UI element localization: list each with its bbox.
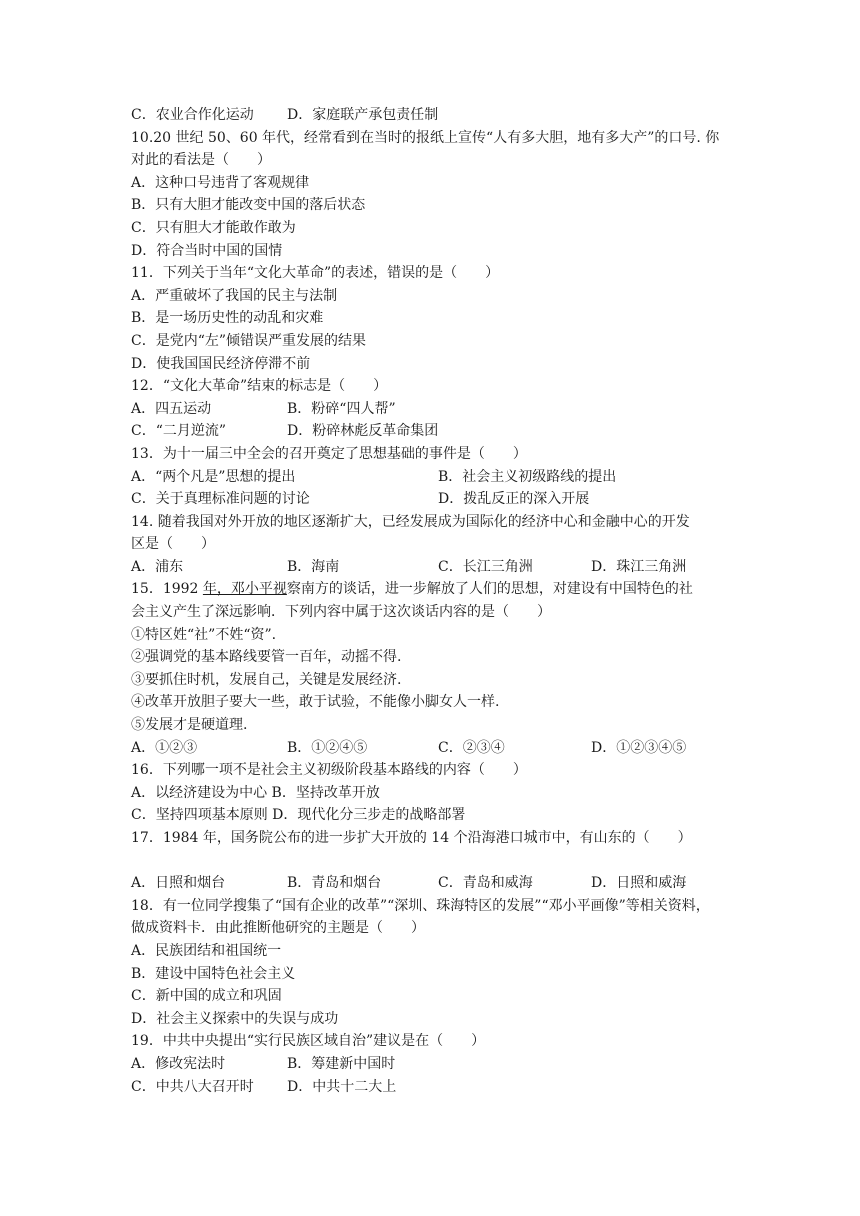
text-line: D．使我国国民经济停滞不前 — [131, 355, 311, 372]
option-text: C．关于真理标准问题的讨论 — [131, 491, 310, 508]
option-text: A．日照和烟台 — [131, 875, 226, 892]
text-line: D．符合当时中国的国情 — [131, 242, 283, 259]
option-text: C．长江三角洲 — [438, 558, 533, 575]
option-text: B．筹建新中国时 — [287, 1055, 396, 1072]
options-row — [131, 556, 735, 579]
option-text: D．①②③④⑤ — [591, 739, 687, 756]
text-line: ①特区姓“社”不姓“资”. — [131, 626, 277, 643]
option-text: B．海南 — [287, 558, 340, 575]
text-line: B．建设中国特色社会主义 — [131, 965, 296, 982]
options-row — [131, 1053, 735, 1076]
option-text: D．拨乱反正的深入开展 — [438, 491, 590, 508]
text-line: 14. 随着我国对外开放的地区逐渐扩大，已经发展成为国际化的经济中心和金融中心的开发 — [131, 513, 690, 530]
option-text: D．珠江三角洲 — [591, 558, 687, 575]
option-text: A．修改宪法时 — [131, 1055, 226, 1072]
text-line: 16．下列哪一项不是社会主义初级阶段基本路线的内容（ ） — [131, 762, 527, 779]
text-segment: 15．1992 — [131, 581, 203, 598]
text-line: B．只有大胆才能改变中国的落后状态 — [131, 197, 366, 214]
option-text: C．“二月逆流” — [131, 423, 227, 440]
text-line: 13．为十一届三中全会的召开奠定了思想基础的事件是（ ） — [131, 445, 527, 462]
option-text: D．中共十二大上 — [287, 1078, 397, 1095]
options-row — [131, 872, 735, 895]
option-text: D．家庭联产承包责任制 — [287, 107, 439, 123]
option-text: B．①②④⑤ — [287, 739, 368, 756]
options-row — [131, 737, 735, 760]
option-text: B．青岛和烟台 — [287, 875, 382, 892]
options-row — [131, 466, 735, 489]
options-row — [131, 398, 735, 421]
text-line: 区是（ ） — [131, 536, 215, 553]
option-text: A．四五运动 — [131, 400, 212, 417]
option-text: C．青岛和威海 — [438, 875, 533, 892]
options-row — [131, 104, 735, 127]
option-text: A．浦东 — [131, 558, 184, 575]
text-line: D．社会主义探索中的失误与成功 — [131, 1010, 339, 1027]
option-text: C．农业合作化运动 — [131, 107, 254, 123]
blank-line — [131, 850, 735, 873]
text-line: C．是党内“左”倾错误严重发展的结果 — [131, 332, 367, 349]
text-line: 11．下列关于当年“文化大革命”的表述，错误的是（ ） — [131, 265, 500, 282]
option-text: B．粉碎“四人帮” — [287, 400, 396, 417]
text-line: A．民族团结和祖国统一 — [131, 942, 282, 959]
text-line: ②强调党的基本路线要管一百年，动摇不得. — [131, 649, 402, 666]
text-line: 19．中共中央提出“实行民族区域自治”建议是在（ ） — [131, 1033, 486, 1050]
option-text: D．日照和威海 — [591, 875, 687, 892]
text-line: ④改革开放胆子要大一些，敢于试验，不能像小脚女人一样. — [131, 694, 500, 711]
text-segment: 察南方的谈话，进一步解放了人们的思想，对建设有中国特色的社 — [286, 581, 693, 598]
underlined-text: 年，邓小平视 — [202, 581, 287, 598]
text-line: 10.20 世纪 50、60 年代，经常看到在当时的报纸上宣传“人有多大胆，地有多大产”的口号. 你 — [131, 129, 720, 146]
text-line: C．坚持四项基本原则 D．现代化分三步走的战略部署 — [131, 807, 466, 824]
options-row — [131, 420, 735, 443]
text-line: 12．“文化大革命”结束的标志是（ ） — [131, 378, 388, 395]
option-text: C．②③④ — [438, 739, 505, 756]
text-line: 18．有一位同学搜集了“国有企业的改革”“深圳、珠海特区的发展”“邓小平画像”等相关资料， — [131, 897, 710, 914]
options-row — [131, 1076, 735, 1099]
text-line: 对此的看法是（ ） — [131, 152, 271, 169]
text-line: C．新中国的成立和巩固 — [131, 988, 282, 1005]
document-page — [131, 104, 735, 1098]
option-text: A．①②③ — [131, 739, 198, 756]
text-line: B．是一场历史性的动乱和灾难 — [131, 310, 324, 327]
text-line: 会主义产生了深远影响．下列内容中属于这次谈话内容的是（ ） — [131, 604, 551, 621]
options-row — [131, 488, 735, 511]
text-line: A．严重破坏了我国的民主与法制 — [131, 287, 338, 304]
option-text: A．“两个凡是”思想的提出 — [131, 468, 296, 485]
text-line: 17．1984 年，国务院公布的进一步扩大开放的 14 个沿海港口城市中，有山东的（ ） — [131, 830, 692, 846]
text-line: ⑤发展才是硬道理. — [131, 717, 248, 734]
text-line: 做成资料卡．由此推断他研究的主题是（ ） — [131, 920, 425, 937]
option-text: D．粉碎林彪反革命集团 — [287, 423, 439, 440]
text-line: A．以经济建设为中心 B．坚持改革开放 — [131, 784, 380, 801]
question-15-line — [131, 578, 735, 601]
option-text: C．中共八大召开时 — [131, 1078, 254, 1095]
text-line: ③要抓住时机，发展自己，关键是发展经济. — [131, 671, 402, 688]
option-text: B．社会主义初级路线的提出 — [438, 468, 617, 485]
text-line: C．只有胆大才能敢作敢为 — [131, 219, 296, 236]
text-line: A．这种口号违背了客观规律 — [131, 174, 310, 191]
